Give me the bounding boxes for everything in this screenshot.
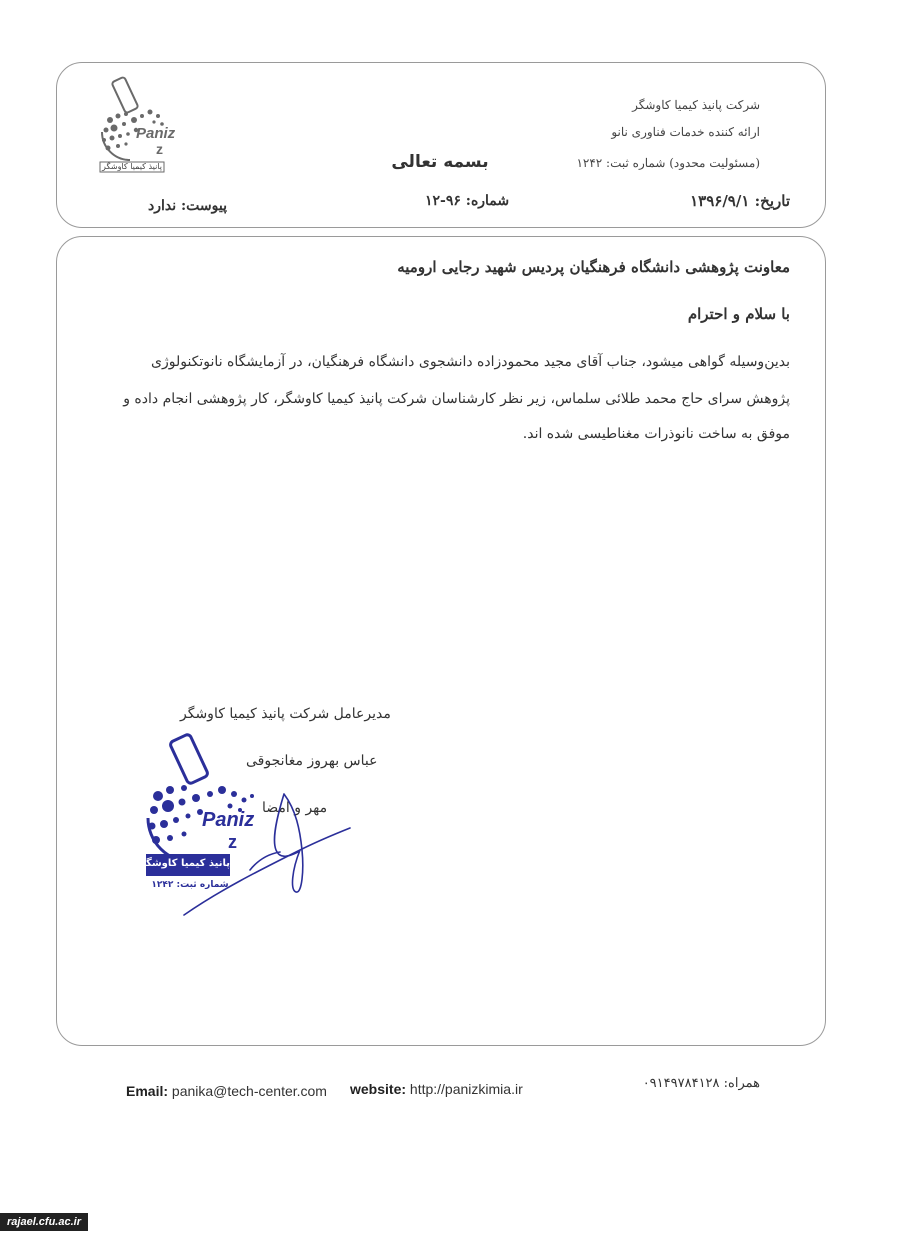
footer-website	[350, 1081, 523, 1097]
letter-recipient: معاونت پژوهشی دانشگاه فرهنگیان پردیس شهید رجایی ارومیه	[397, 258, 790, 276]
company-logo	[96, 72, 186, 187]
website-value[interactable]: http://panizkimia.ir	[409, 1081, 523, 1097]
letter-body-line-1: بدین‌وسیله گواهی میشود، جناب آقای مجید محمودزاده دانشجوی دانشگاه فرهنگیان، در آزمایشگاه نانوتکنولوژی	[151, 354, 790, 370]
company-name: شرکت پانیذ کیمیا کاوشگر	[632, 98, 760, 112]
letter-date: تاریخ: ۱۳۹۶/۹/۱	[690, 192, 790, 210]
handwritten-signature-icon	[180, 780, 360, 920]
footer-email	[126, 1083, 327, 1099]
logo-caption: پانیذ کیمیا کاوشگر	[102, 162, 162, 171]
letter-body-line-3: موفق به ساخت نانوذرات مغناطیسی شده اند.	[522, 426, 790, 442]
letter-attachment: پیوست: ندارد	[148, 198, 228, 214]
watermark-badge: rajael.cfu.ac.ir	[0, 1213, 88, 1231]
stamp-brand: Paniz	[202, 809, 255, 831]
seal-label: مهر و امضا	[262, 800, 328, 816]
signature-name: عباس بهروز مغانجوقی	[246, 753, 378, 769]
footer-mobile: همراه: ۰۹۱۴۹۷۸۴۱۲۸	[642, 1076, 760, 1091]
bismillah: بسمه تعالی	[391, 152, 489, 172]
letter-number: شماره: ۹۶-۱۲	[425, 193, 510, 209]
company-tagline: ارائه کننده خدمات فناوری نانو	[611, 125, 760, 139]
letter-greeting: با سلام و احترام	[687, 305, 790, 323]
svg-text:z: z	[156, 141, 163, 157]
letter-body-line-2: پژوهش سرای حاج محمد طلائی سلماس، زیر نظر کارشناسان شرکت پانیذ کیمیا کاوشگر، کار پژوهشی انجام داده و	[123, 391, 790, 407]
stamp-caption: پانیذ کیمیا کاوشگر	[139, 858, 230, 869]
email-value[interactable]: panika@tech-center.com	[171, 1083, 327, 1099]
stamp-registration: شماره ثبت: ۱۲۴۲	[151, 880, 229, 890]
website-label: website:	[350, 1081, 407, 1097]
svg-text:z: z	[228, 832, 237, 852]
signature-title: مدیرعامل شرکت پانیذ کیمیا کاوشگر	[180, 706, 391, 722]
email-label: Email:	[126, 1083, 169, 1099]
company-registration: (مسئولیت محدود) شماره ثبت: ۱۲۴۲	[576, 156, 760, 170]
logo-brand: Paniz	[136, 125, 176, 142]
